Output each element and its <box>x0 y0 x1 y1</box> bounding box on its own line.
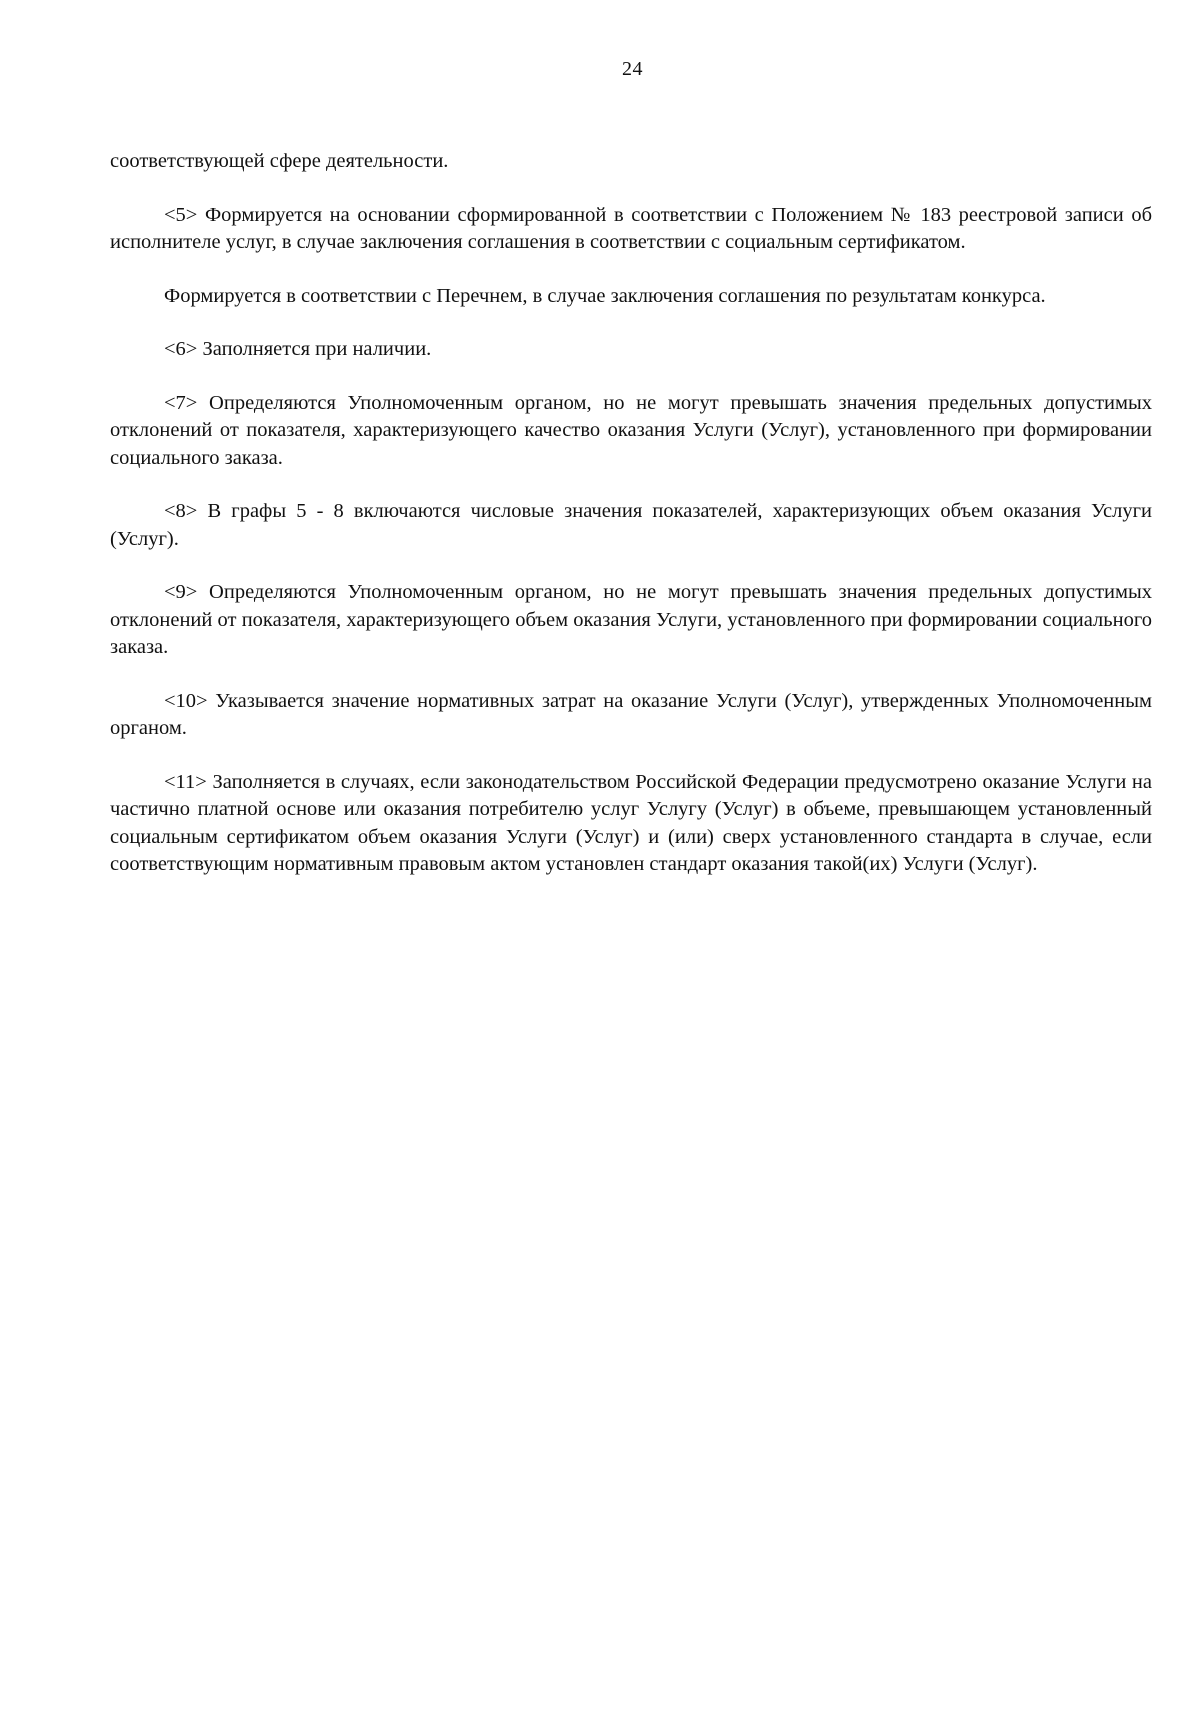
footnote-11 <box>110 769 1152 879</box>
footnote-marker: <7> <box>164 391 198 414</box>
footnote-9 <box>110 579 1152 662</box>
paragraph-text: Формируется в соответствии с Перечнем, в случае заключения соглашения по результатам конкурса. <box>164 284 1046 307</box>
document-body <box>110 148 1152 879</box>
footnote-marker: <11> <box>164 770 207 793</box>
footnote-7 <box>110 390 1152 473</box>
footnote-text: Заполняется при наличии. <box>202 338 432 360</box>
paragraph-continuation <box>110 148 1152 176</box>
footnote-10 <box>110 688 1152 743</box>
footnote-marker: <6> <box>164 338 198 360</box>
footnote-6 <box>110 336 1152 364</box>
footnote-8 <box>110 498 1152 553</box>
footnote-marker: <9> <box>164 581 198 603</box>
footnote-marker: <5> <box>164 203 198 226</box>
footnote-5 <box>110 202 1152 257</box>
page-number: 24 <box>622 58 643 80</box>
footnote-marker: <8> <box>164 500 198 522</box>
footnote-text: Формируется на основании сформированной в соответствии с Положением № 183 реестровой записи об исполнителе услуг, в случае заключения соглашения в соответствии с социальным сертификатом. <box>110 203 1153 253</box>
footnote-text: В графы 5 - 8 включаются числовые значения показателей, характеризующих объем оказания Услуги (Услуг). <box>110 500 1152 550</box>
paragraph-text: соответствующей сфере деятельности. <box>110 150 449 172</box>
footnote-text: Заполняется в случаях, если законодательством Российской Федерации предусмотрено оказание Услуги на частично платной основе или оказания потребителю услуг Услугу (Услуг) в объеме, превышающем установленный социальным сертификатом объем оказания Услуги (Услуг) и (или) сверх установленного стандарта в случае, если соответствующим нормативным правовым актом установлен стандарт оказания такой(их) Услуги (Услуг). <box>110 770 1152 875</box>
footnote-text: Определяются Уполномоченным органом, но не могут превышать значения предельных допустимых отклонений от показателя, характеризующего объем оказания Услуги, установленного при формировании социального заказа. <box>110 581 1153 658</box>
footnote-text: Определяются Уполномоченным органом, но не могут превышать значения предельных допустимых отклонений от показателя, характеризующего качество оказания Услуги (Услуг), установленного при формировании социального заказа. <box>110 391 1153 469</box>
footnote-text: Указывается значение нормативных затрат на оказание Услуги (Услуг), утвержденных Уполномоченным органом. <box>110 689 1152 739</box>
footnote-5-alternative <box>110 283 1152 311</box>
footnote-marker: <10> <box>164 689 208 712</box>
